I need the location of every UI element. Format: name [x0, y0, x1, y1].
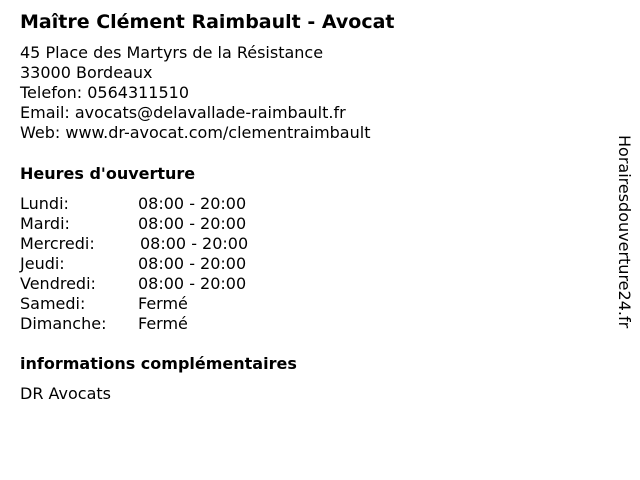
hours-value: 08:00 - 20:00 [138, 274, 247, 293]
additional-info-heading: informations complémentaires [20, 354, 297, 373]
opening-hours-heading: Heures d'ouverture [20, 164, 196, 183]
city-postal-code: 33000 Bordeaux [20, 63, 153, 82]
hours-value: Fermé [138, 314, 188, 333]
website-address: Web: www.dr-avocat.com/clementraimbault [20, 123, 371, 142]
day-label: Samedi: [20, 294, 86, 313]
address-block [20, 43, 370, 143]
business-title: Maître Clément Raimbault - Avocat [20, 11, 395, 33]
day-label: Vendredi: [20, 274, 96, 293]
additional-info-text: DR Avocats [20, 384, 111, 403]
hours-value: 08:00 - 20:00 [138, 194, 247, 213]
hours-value: 08:00 - 20:00 [140, 234, 249, 253]
hours-value: Fermé [138, 294, 188, 313]
day-label: Mardi: [20, 214, 70, 233]
email-address: Email: avocats@delavallade-raimbault.fr [20, 103, 346, 122]
street-address: 45 Place des Martyrs de la Résistance [20, 43, 324, 62]
phone-number: Telefon: 0564311510 [20, 83, 190, 102]
day-label: Dimanche: [20, 314, 107, 333]
day-label: Mercredi: [20, 234, 95, 253]
hours-value: 08:00 - 20:00 [138, 254, 247, 273]
day-label: Lundi: [20, 194, 69, 213]
site-brand-vertical: Horairesdouverture24.fr [615, 135, 634, 329]
hours-value: 08:00 - 20:00 [138, 214, 247, 233]
day-label: Jeudi: [20, 254, 65, 273]
